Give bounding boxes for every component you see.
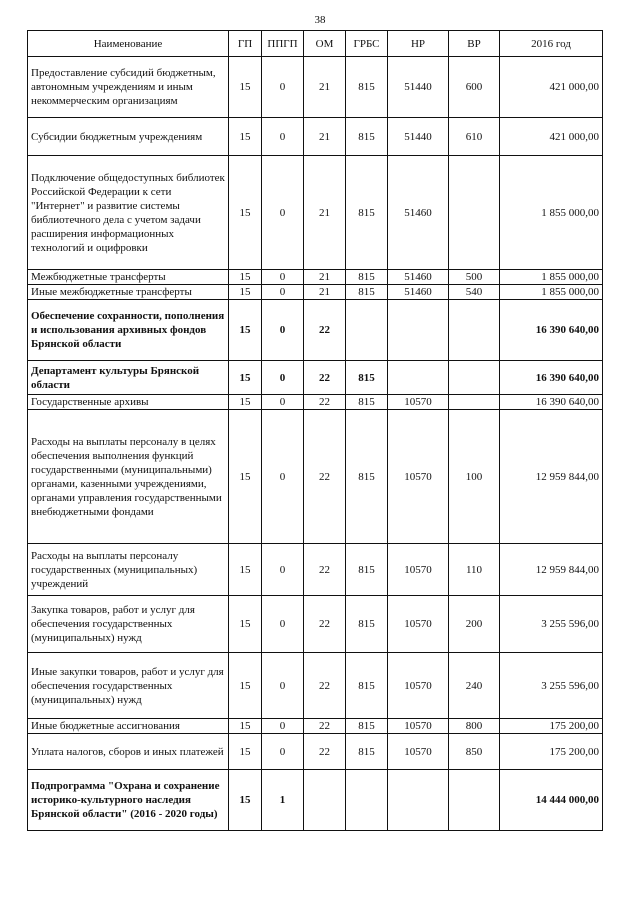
table-row xyxy=(28,156,603,270)
table-row xyxy=(28,653,603,719)
row-vr: 240 xyxy=(449,653,500,719)
row-gp: 15 xyxy=(229,596,262,653)
row-amount: 16 390 640,00 xyxy=(500,361,603,395)
row-amount: 421 000,00 xyxy=(500,118,603,156)
row-ppgp: 0 xyxy=(262,361,304,395)
row-amount: 12 959 844,00 xyxy=(500,410,603,544)
row-name: Расходы на выплаты персоналу в целях обеспечения выполнения функций государственными (муниципальными) органами, казенными учреждениями, органами управления государственными внебюджетными фондами xyxy=(28,410,229,544)
row-om: 21 xyxy=(304,118,346,156)
table-row xyxy=(28,361,603,395)
row-name: Иные бюджетные ассигнования xyxy=(28,719,229,734)
row-om: 21 xyxy=(304,156,346,270)
row-vr: 110 xyxy=(449,544,500,596)
col-header-year: 2016 год xyxy=(500,31,603,57)
row-name: Закупка товаров, работ и услуг для обеспечения государственных (муниципальных) нужд xyxy=(28,596,229,653)
row-om: 22 xyxy=(304,300,346,361)
row-vr: 800 xyxy=(449,719,500,734)
row-ppgp: 0 xyxy=(262,410,304,544)
row-om: 22 xyxy=(304,734,346,770)
row-ppgp: 0 xyxy=(262,270,304,285)
row-vr: 850 xyxy=(449,734,500,770)
row-vr: 500 xyxy=(449,270,500,285)
row-ppgp: 0 xyxy=(262,653,304,719)
row-gp: 15 xyxy=(229,270,262,285)
row-om: 22 xyxy=(304,719,346,734)
row-nr xyxy=(388,300,449,361)
row-gp: 15 xyxy=(229,156,262,270)
row-amount: 14 444 000,00 xyxy=(500,770,603,831)
table-row xyxy=(28,544,603,596)
row-nr: 51440 xyxy=(388,118,449,156)
row-amount: 16 390 640,00 xyxy=(500,395,603,410)
row-name: Предоставление субсидий бюджетным, автономным учреждениям и иным некоммерческим организациям xyxy=(28,57,229,118)
row-ppgp: 0 xyxy=(262,156,304,270)
row-nr: 51460 xyxy=(388,270,449,285)
row-name: Уплата налогов, сборов и иных платежей xyxy=(28,734,229,770)
row-gp: 15 xyxy=(229,118,262,156)
row-om: 21 xyxy=(304,285,346,300)
col-header-gp: ГП xyxy=(229,31,262,57)
row-nr: 10570 xyxy=(388,719,449,734)
table-row xyxy=(28,270,603,285)
table-row xyxy=(28,285,603,300)
row-grbs: 815 xyxy=(346,395,388,410)
row-grbs xyxy=(346,300,388,361)
row-grbs: 815 xyxy=(346,734,388,770)
row-grbs: 815 xyxy=(346,361,388,395)
row-gp: 15 xyxy=(229,410,262,544)
row-grbs: 815 xyxy=(346,410,388,544)
table-row xyxy=(28,719,603,734)
row-vr xyxy=(449,300,500,361)
row-name: Подключение общедоступных библиотек Российской Федерации к сети "Интернет" и развитие системы библиотечного дела с учетом задачи расширения информационных технологий и оцифровки xyxy=(28,156,229,270)
table-row xyxy=(28,395,603,410)
row-om: 21 xyxy=(304,57,346,118)
row-gp: 15 xyxy=(229,57,262,118)
row-vr xyxy=(449,770,500,831)
row-name: Субсидии бюджетным учреждениям xyxy=(28,118,229,156)
row-grbs: 815 xyxy=(346,285,388,300)
row-om: 22 xyxy=(304,410,346,544)
row-om: 22 xyxy=(304,596,346,653)
row-om: 21 xyxy=(304,270,346,285)
row-amount: 3 255 596,00 xyxy=(500,596,603,653)
table-row xyxy=(28,734,603,770)
row-gp: 15 xyxy=(229,719,262,734)
row-grbs: 815 xyxy=(346,719,388,734)
row-gp: 15 xyxy=(229,653,262,719)
row-name: Департамент культуры Брянской области xyxy=(28,361,229,395)
col-header-om: ОМ xyxy=(304,31,346,57)
row-ppgp: 0 xyxy=(262,596,304,653)
row-name: Расходы на выплаты персоналу государственных (муниципальных) учреждений xyxy=(28,544,229,596)
row-grbs: 815 xyxy=(346,156,388,270)
row-ppgp: 0 xyxy=(262,395,304,410)
row-grbs xyxy=(346,770,388,831)
row-grbs: 815 xyxy=(346,596,388,653)
row-amount: 16 390 640,00 xyxy=(500,300,603,361)
table-row xyxy=(28,410,603,544)
row-vr xyxy=(449,361,500,395)
col-header-name: Наименование xyxy=(28,31,229,57)
row-grbs: 815 xyxy=(346,270,388,285)
row-gp: 15 xyxy=(229,544,262,596)
row-gp: 15 xyxy=(229,361,262,395)
table-row xyxy=(28,770,603,831)
row-om xyxy=(304,770,346,831)
row-nr xyxy=(388,361,449,395)
row-amount: 3 255 596,00 xyxy=(500,653,603,719)
row-ppgp: 0 xyxy=(262,57,304,118)
row-grbs: 815 xyxy=(346,57,388,118)
row-ppgp: 1 xyxy=(262,770,304,831)
col-header-grbs: ГРБС xyxy=(346,31,388,57)
row-gp: 15 xyxy=(229,734,262,770)
row-name: Иные закупки товаров, работ и услуг для обеспечения государственных (муниципальных) нужд xyxy=(28,653,229,719)
budget-table xyxy=(27,30,603,831)
col-header-ppgp: ППГП xyxy=(262,31,304,57)
row-gp: 15 xyxy=(229,770,262,831)
row-ppgp: 0 xyxy=(262,544,304,596)
row-grbs: 815 xyxy=(346,653,388,719)
row-vr xyxy=(449,156,500,270)
row-om: 22 xyxy=(304,395,346,410)
row-om: 22 xyxy=(304,361,346,395)
row-grbs: 815 xyxy=(346,118,388,156)
row-nr: 10570 xyxy=(388,395,449,410)
row-nr: 51440 xyxy=(388,57,449,118)
row-nr: 10570 xyxy=(388,410,449,544)
row-vr: 540 xyxy=(449,285,500,300)
row-amount: 421 000,00 xyxy=(500,57,603,118)
row-nr: 10570 xyxy=(388,544,449,596)
row-name: Обеспечение сохранности, пополнения и использования архивных фондов Брянской области xyxy=(28,300,229,361)
row-name: Государственные архивы xyxy=(28,395,229,410)
row-amount: 175 200,00 xyxy=(500,719,603,734)
row-nr: 51460 xyxy=(388,156,449,270)
row-gp: 15 xyxy=(229,285,262,300)
table-row xyxy=(28,57,603,118)
row-vr: 600 xyxy=(449,57,500,118)
row-ppgp: 0 xyxy=(262,719,304,734)
row-name: Иные межбюджетные трансферты xyxy=(28,285,229,300)
page-number: 38 xyxy=(314,14,326,26)
row-nr: 10570 xyxy=(388,734,449,770)
row-vr: 610 xyxy=(449,118,500,156)
row-grbs: 815 xyxy=(346,544,388,596)
row-om: 22 xyxy=(304,653,346,719)
row-name: Подпрограмма "Охрана и сохранение историко-культурного наследия Брянской области" (2016 - 2020 годы) xyxy=(28,770,229,831)
row-nr: 10570 xyxy=(388,596,449,653)
row-name: Межбюджетные трансферты xyxy=(28,270,229,285)
row-ppgp: 0 xyxy=(262,285,304,300)
row-nr xyxy=(388,770,449,831)
row-amount: 1 855 000,00 xyxy=(500,270,603,285)
row-amount: 1 855 000,00 xyxy=(500,156,603,270)
row-amount: 12 959 844,00 xyxy=(500,544,603,596)
row-om: 22 xyxy=(304,544,346,596)
row-vr: 200 xyxy=(449,596,500,653)
row-amount: 175 200,00 xyxy=(500,734,603,770)
table-row xyxy=(28,118,603,156)
row-vr xyxy=(449,395,500,410)
row-gp: 15 xyxy=(229,395,262,410)
header-row xyxy=(28,31,603,57)
row-gp: 15 xyxy=(229,300,262,361)
table-row xyxy=(28,596,603,653)
col-header-vr: ВР xyxy=(449,31,500,57)
row-nr: 10570 xyxy=(388,653,449,719)
row-nr: 51460 xyxy=(388,285,449,300)
table-row xyxy=(28,300,603,361)
row-vr: 100 xyxy=(449,410,500,544)
row-ppgp: 0 xyxy=(262,734,304,770)
row-ppgp: 0 xyxy=(262,300,304,361)
row-ppgp: 0 xyxy=(262,118,304,156)
col-header-nr: НР xyxy=(388,31,449,57)
row-amount: 1 855 000,00 xyxy=(500,285,603,300)
